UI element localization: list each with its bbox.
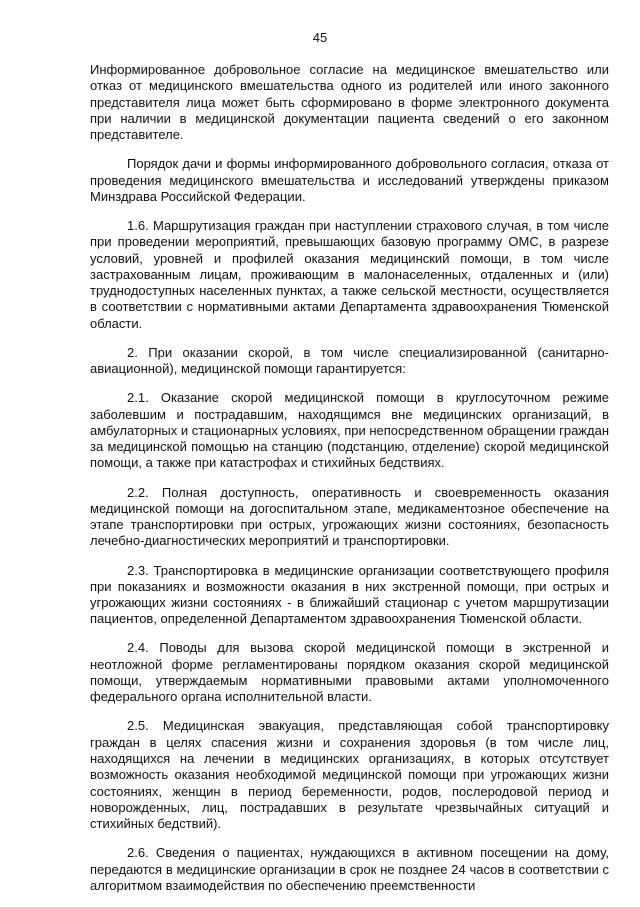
paragraph-2-5: 2.5. Медицинская эвакуация, представляющая собой транспортировку граждан в целях спасения жизни и сохранения здоровья (в том числе лиц, находящихся на лечении в медицинских организациях, в которых отсутствует возможность оказания необходимой медицинской помощи при угрожающих жизни состояниях, женщин в период беременности, родов, послеродовой период и новорожденных, лиц, пострадавших в результате чрезвычайных ситуаций и стихийных бедствий). <box>90 718 609 832</box>
paragraph-2-6: 2.6. Сведения о пациентах, нуждающихся в активном посещении на дому, передаются в медицинские организации в срок не позднее 24 часов в соответствии с алгоритмом взаимодействия по обеспечению преемственности <box>90 845 609 893</box>
paragraph-consent-electronic: Информированное добровольное согласие на медицинское вмешательство или отказ от медицинского вмешательства одного из родителей или иного законного представителя лица может быть сформировано в форме электронного документа при наличии в медицинской документации пациента сведений о его законном представителе. <box>90 62 609 143</box>
paragraph-2-emergency-care: 2. При оказании скорой, в том числе специализированной (санитарно-авиационной), медицинской помощи гарантируется: <box>90 344 609 377</box>
paragraph-2-1: 2.1. Оказание скорой медицинской помощи в круглосуточном режиме заболевшим и пострадавшим, находящимся вне медицинских организаций, в амбулаторных и стационарных условиях, при непосредственном обращении граждан за медицинской помощью на станцию (подстанцию, отделение) скорой медицинской помощи, а также при катастрофах и стихийных бедствиях. <box>90 390 609 471</box>
paragraph-consent-order: Порядок дачи и формы информированного добровольного согласия, отказа от проведения медицинского вмешательства и исследований утверждены приказом Минздрава Российской Федерации. <box>90 156 609 204</box>
page-number: 45 <box>312 30 328 45</box>
paragraph-2-4: 2.4. Поводы для вызова скорой медицинской помощи в экстренной и неотложной форме регламентированы порядком оказания скорой медицинской помощи, утверждаемым нормативными правовыми актами уполномоченного федерального органа исполнительной власти. <box>90 640 609 705</box>
paragraph-2-3: 2.3. Транспортировка в медицинские организации соответствующего профиля при показаниях и возможности оказания в них экстренной помощи, при острых и угрожающих жизни состояниях - в ближайший стационар с учетом маршрутизации пациентов, определенной Департаментом здравоохранения Тюменской области. <box>90 562 609 627</box>
document-body <box>90 62 609 907</box>
paragraph-2-2: 2.2. Полная доступность, оперативность и своевременность оказания медицинской помощи на догоспитальном этапе, медикаментозное обеспечение на этапе транспортировки при острых, угрожающих жизни состояниях, безопасность лечебно-диагностических мероприятий и транспортировки. <box>90 484 609 549</box>
paragraph-1-6-routing: 1.6. Маршрутизация граждан при наступлении страхового случая, в том числе при проведении мероприятий, превышающих базовую программу ОМС, в разрезе условий, уровней и профилей оказания медицинский помощи, в том числе застрахованным лицам, проживающим в малонаселенных, отдаленных и (или) труднодоступных населенных пунктах, а также сельской местности, осуществляется в соответствии с нормативными актами Департамента здравоохранения Тюменской области. <box>90 217 609 331</box>
